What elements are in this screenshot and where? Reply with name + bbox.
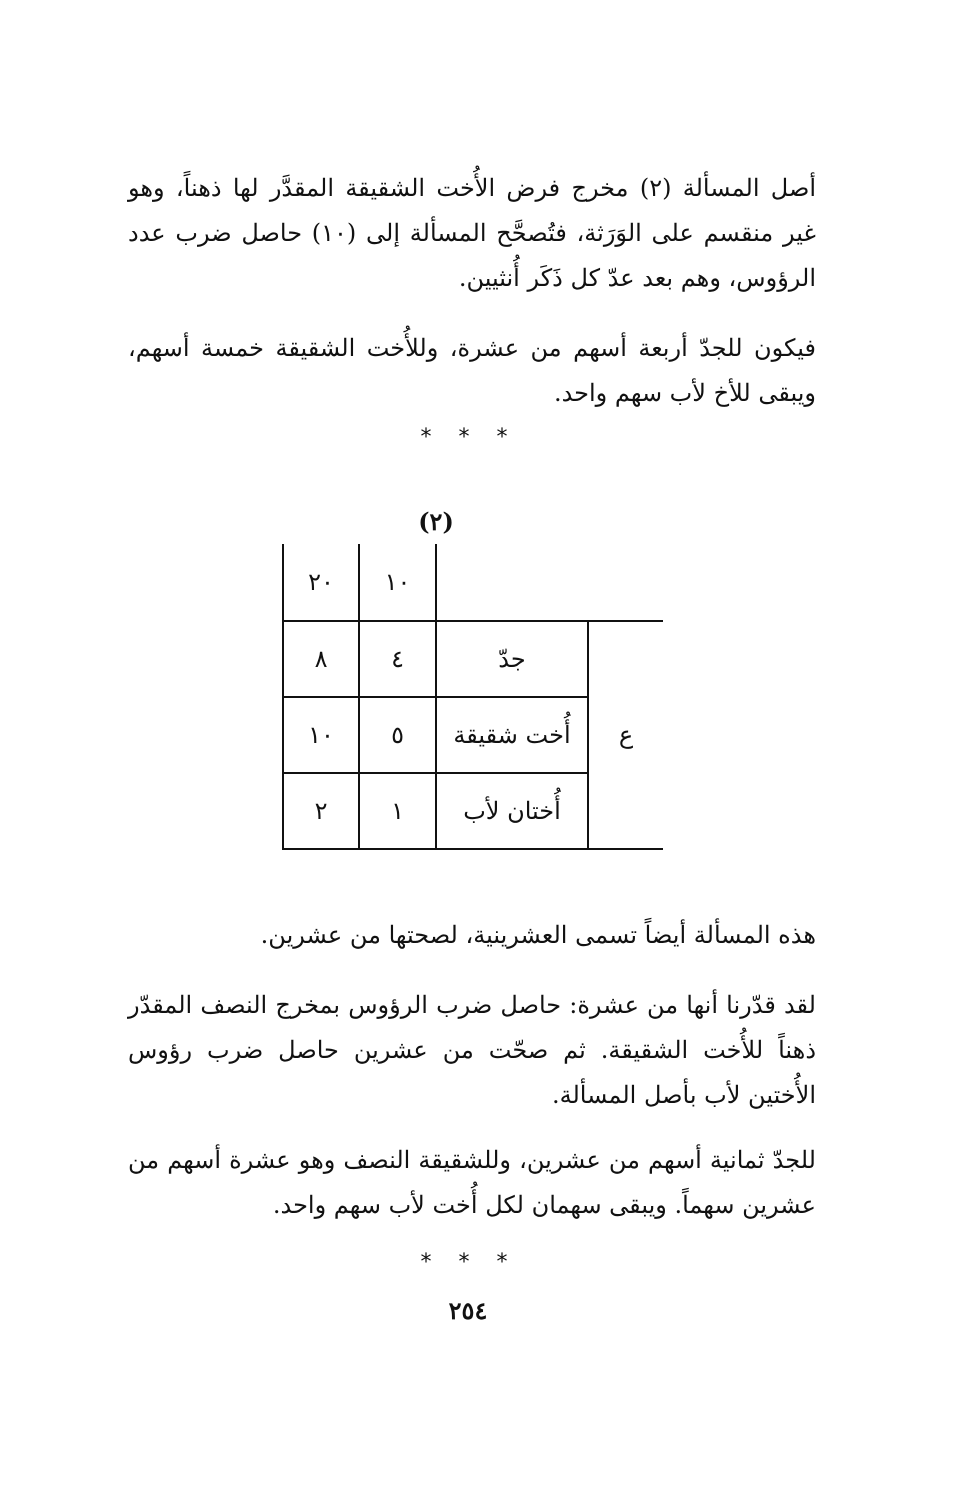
table-caption: (٢) (418, 507, 454, 536)
section-separator-1: * * * (420, 425, 518, 450)
page-number: ٢٥٤ (448, 1296, 488, 1325)
header-cell-10: ١٠ (384, 568, 411, 596)
cell-row2-heir: أُخت شقيقة (453, 721, 571, 749)
table-line-bottom (282, 848, 663, 850)
header-cell-20: ٢٠ (308, 568, 334, 596)
cell-row1-share10: ٤ (391, 645, 404, 673)
cell-row3-share10: ١ (391, 797, 404, 825)
cell-row1-heir: جدّ (498, 645, 526, 673)
paragraph-5: للجدّ ثمانية أسهم من عشرين، وللشقيقة النصف وهو عشرة أسهم من عشرين سهماً. ويبقى سهمان لكل أُخت لأب سهم واحد. (128, 1146, 816, 1219)
cell-row1-share20: ٨ (314, 645, 328, 673)
side-label: ع (618, 721, 634, 749)
paragraph-4: لقد قدّرنا أنها من عشرة: حاصل ضرب الرؤوس بمخرج النصف المقدّر ذهناً للأُخت الشقيقة. ثم صحّت من عشرين حاصل ضرب رؤوس الأُختين لأب بأصل المسألة. (128, 991, 817, 1109)
cell-row2-share20: ١٠ (308, 721, 334, 749)
cell-row3-heir: أُختان لأب (463, 797, 561, 825)
paragraph-2: فيكون للجدّ أربعة أسهم من عشرة، وللأُخت الشقيقة خمسة أسهم، ويبقى للأخ لأب سهم واحد. (128, 334, 816, 407)
cell-row3-share20: ٢ (314, 797, 328, 825)
cell-row2-share10: ٥ (391, 721, 404, 749)
paragraph-3: هذه المسألة أيضاً تسمى العشرينية، لصحتها من عشرين. (260, 921, 816, 949)
paragraph-1: أصل المسألة (٢) مخرج فرض الأُخت الشقيقة المقدَّر لها ذهناً، وهو غير منقسم على الوَرَثة، فتُصحَّح المسألة إلى (١٠) حاصل ضرب عدد الرؤوس، وهم بعد عدّ كل ذَكَر أُنثيين. (128, 174, 816, 292)
section-separator-2: * * * (420, 1250, 518, 1275)
